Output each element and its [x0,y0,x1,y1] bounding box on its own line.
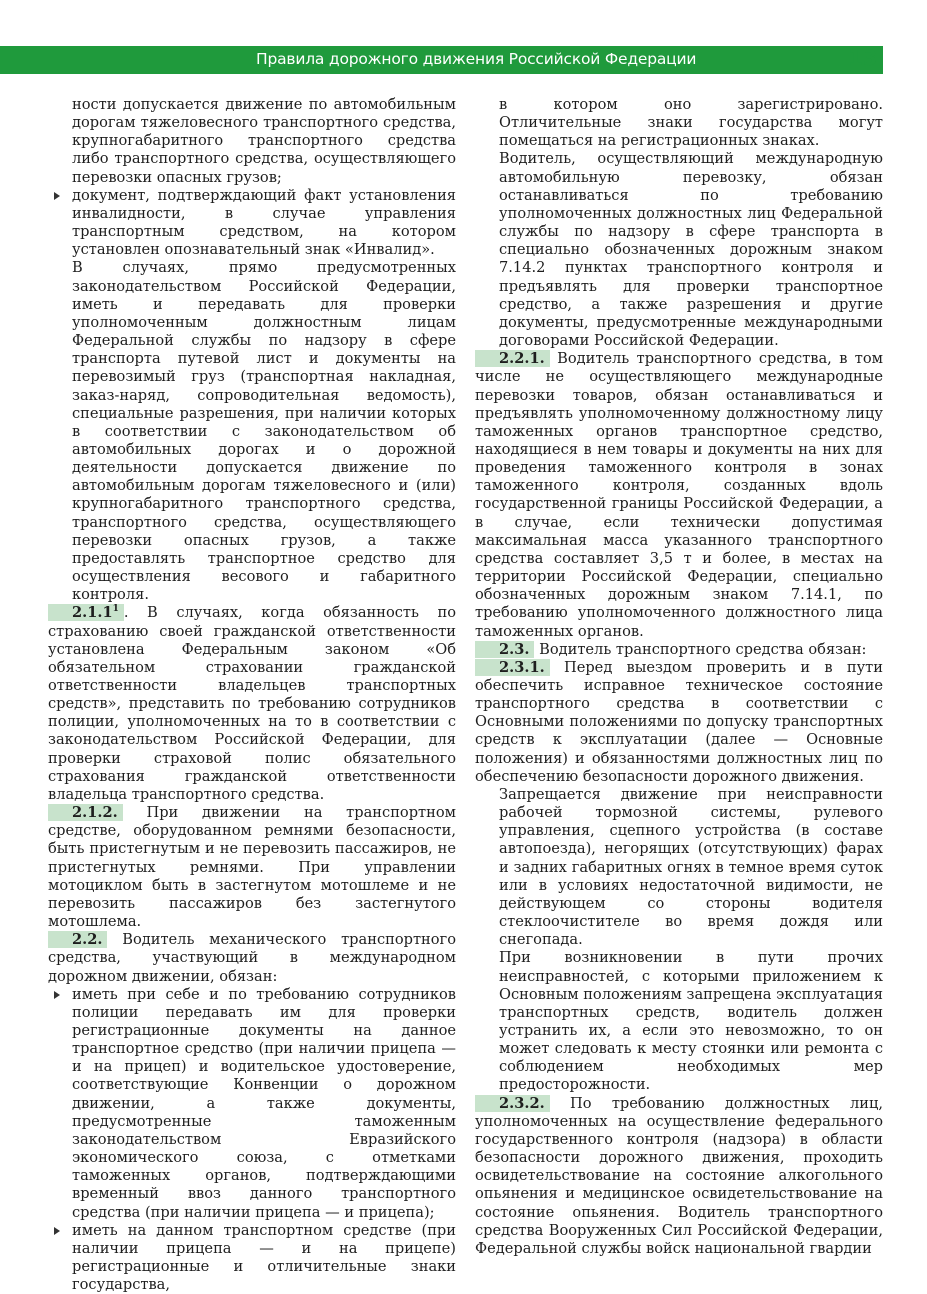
section-2-3 [475,641,883,659]
section-2-3-1 [475,659,883,786]
section-2-1-1 [48,604,456,804]
section-2-1-2 [48,804,456,931]
paragraph: При возникновении в пути прочих неисправностей, с которыми приложением к Основным положениям запрещена эксплуатация транспортных средств, водитель должен устранить их, а если это невозможно, то он может следовать к месту стоянки или ремонта с соблюдением необходимых мер предосторожности. [499,949,883,1094]
section-text: По требованию должностных лиц, уполномоченных на осуществление федерального государственного контроля (надзора) в области безопасности дорожного движения, проходить освидетельствование на состояние алкогольного опьянения и медицинское освидетельствование на состояние опьянения. Водитель транспортного средства Вооруженных Сил Российской Федерации, Федеральной службы войск национальной гвардии [475,1094,883,1257]
left-column [48,96,456,1294]
section-number: 2.2.1. [475,350,550,367]
running-header-title: Правила дорожного движения Российской Федерации [256,50,697,68]
section-text: Водитель транспортного средства, в том числе не осуществляющего международные перевозки товаров, обязан останавливаться и предъявлять уполномоченному должностному лицу таможенных органов транспортное средство, находящиеся в нем товары и документы на них для проведения таможенного контроля в зонах таможенного контроля, созданных вдоль государственной границы Российской Федерации, а в случае, если технически допустимая максимальная масса указанного транспортного средства составляет 3,5 т и более, в местах на территории Российской Федерации, специально обозначенных дорожным знаком 7.14.1, по требованию уполномоченного должностного лица таможенных органов. [475,350,883,640]
paragraph: Запрещается движение при неисправности рабочей тормозной системы, рулевого управления, сцепного устройства (в составе автопоезда), негорящих (отсутствующих) фарах и задних габаритных огнях в темное время суток или в условиях недостаточной видимости, не действующем со стороны водителя стеклоочистителе во время дождя или снегопада. [499,785,883,949]
section-text: При движении на транспортном средстве, оборудованном ремнями безопасности, быть пристегнутым и не перевозить пассажиров, не пристегнутых ремнями. При управлении мотоциклом быть в застегнутом мотошлеме и не перевозить пассажиров без застегнутого мотошлема. [48,804,456,931]
section-text: . В случаях, когда обязанность по страхованию своей гражданской ответственности установлена Федеральным законом «Об обязательном страховании гражданской ответственности владельцев транспортных средств», представить по требованию сотрудников полиции, уполномоченных на то в соответствии с законодательством Российской Федерации, для проверки страховой полис обязательного страхования гражданской ответственности владельца транспортного средства. [48,604,456,803]
section-number: 2.3.1. [475,659,550,676]
bullet-item [48,187,456,260]
section-number: 2.3.2. [475,1095,550,1112]
section-text: Перед выездом проверить и в пути обеспечить исправное техническое состояние транспортного средства в соответствии с Основными положениями по допуску транспортных средств к эксплуатации (далее — Основные положения) и обязанностями должностных лиц по обеспечению безопасности дорожного движения. [475,658,883,785]
paragraph: ности допускается движение по автомобильным дорогам тяжеловесного транспортного средства, крупногабаритного транспортного средства либо транспортного средства, осуществляющего перевозки опасных грузов; [72,96,456,186]
bullet-item [48,1222,456,1294]
section-number: 2.3. [475,641,534,658]
section-2-2 [48,931,456,985]
bullet-text: документ, подтверждающий факт установления инвалидности, в случае управления транспортным средством, на котором установлен опознавательный знак «Инвалид». [72,186,456,259]
section-number-highlight [48,604,124,621]
bullet-item [48,986,456,1222]
paragraph: В случаях, прямо предусмотренных законодательством Российской Федерации, иметь и передавать для проверки уполномоченным должностным лицам Федеральной службы по надзору в сфере транспорта путевой лист и документы на перевозимый груз (транспортная накладная, заказ-наряд, сопроводительная ведомость), специальные разрешения, при наличии которых в соответствии с законодательством об автомобильных дорогах и о дорожной деятельности допускается движение по автомобильным дорогам тяжеловесного и (или) крупногабаритного транспортного средства, транспортного средства, осуществляющего перевозки опасных грузов, а также предоставлять транспортное средство для осуществления весового и габаритного контроля. [72,259,456,604]
section-number: 2.2. [48,931,107,948]
page-number: 13 [848,46,878,70]
section-2-2-1 [475,350,883,641]
section-text: Водитель транспортного средства обязан: [534,640,867,658]
section-2-3-2 [475,1095,883,1258]
section-text: Водитель механического транспортного средства, участвующий в международном дорожном движении, обязан: [48,931,456,985]
section-number-sup: 1 [112,604,119,615]
bullet-text: иметь при себе и по требованию сотрудников полиции передавать им для проверки регистрационные документы на данное транспортное средство (при наличии прицепа — и на прицеп) и водительское удостоверение, соответствующие Конвенции о дорожном движении, а также документы, предусмотренные таможенным законодательством Евразийского экономического союза, с отметками таможенных органов, подтверждающими временный ввоз данного транспортного средства (при наличии прицепа — и прицепа); [72,985,456,1221]
paragraph: Водитель, осуществляющий международную автомобильную перевозку, обязан останавливаться по требованию уполномоченных должностных лиц Федеральной службы по надзору в сфере транспорта в специально обозначенных дорожным знаком 7.14.2 пунктах транспортного контроля и предъявлять для проверки транспортное средство, а также разрешения и другие документы, предусмотренные международными договорами Российской Федерации. [499,150,883,350]
right-column [475,96,883,1258]
section-number: 2.1.1 [72,604,113,622]
section-number: 2.1.2. [48,804,123,821]
paragraph: в котором оно зарегистрировано. Отличительные знаки государства могут помещаться на регистрационных знаках. [499,96,883,150]
bullet-text: иметь на данном транспортном средстве (при наличии прицепа — и на прицепе) регистрационные и отличительные знаки государства, [72,1221,456,1294]
